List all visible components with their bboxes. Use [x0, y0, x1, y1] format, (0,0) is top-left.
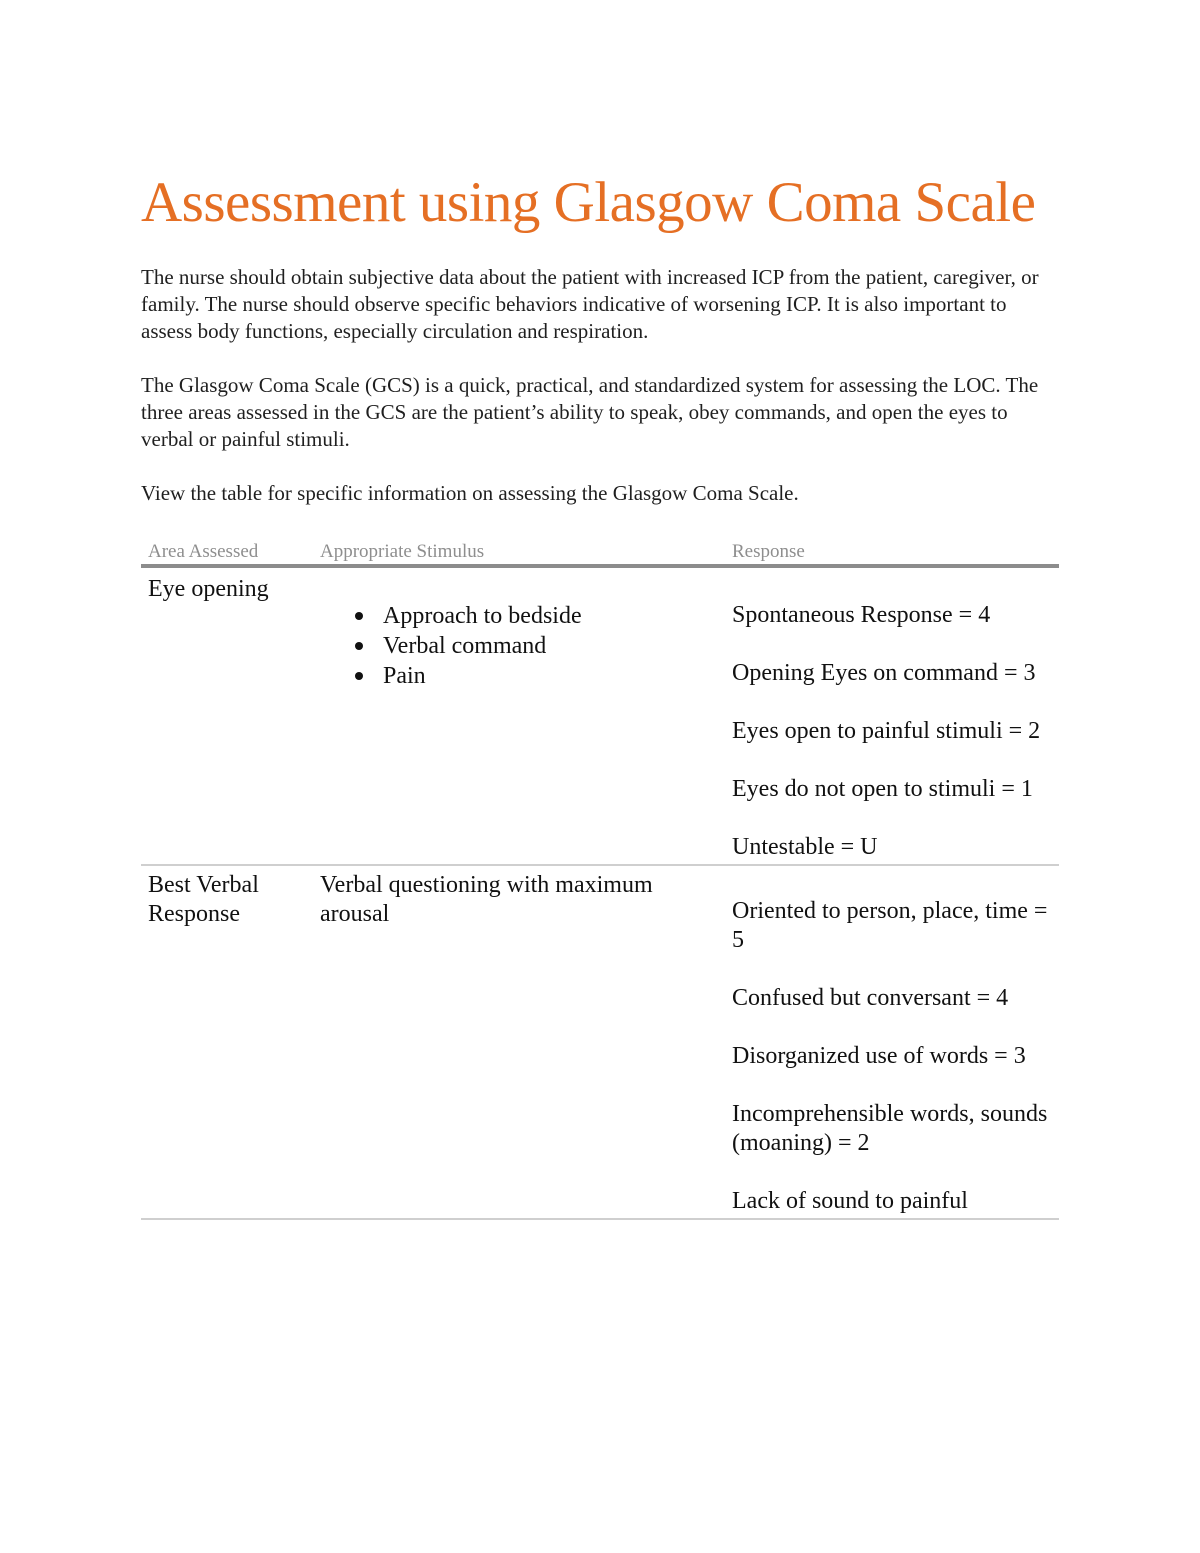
stimulus-item — [383, 601, 718, 631]
response-item: Eyes open to painful stimuli = 2 — [732, 718, 1041, 744]
response-item: Lack of sound to painful — [732, 1188, 968, 1214]
gcs-description-paragraph: The Glasgow Coma Scale (GCS) is a quick, practical, and standardized system for assessing the LOC. The three areas assessed in the GCS are the patient’s ability to speak, obey commands, and open the eyes to verbal or painful stimuli. — [141, 373, 1039, 451]
bullet-icon — [355, 672, 363, 680]
stimulus-item — [383, 661, 718, 691]
response-item: Eyes do not open to stimuli = 1 — [732, 776, 1033, 802]
document-page — [141, 170, 1059, 1220]
gcs-table — [141, 534, 1059, 1220]
table-intro-paragraph: View the table for specific information on assessing the Glasgow Coma Scale. — [141, 481, 799, 505]
bullet-icon — [355, 612, 363, 620]
document-title: Assessment using Glasgow Coma Scale — [141, 171, 1036, 234]
header-response: Response — [725, 534, 1059, 566]
header-area-assessed: Area Assessed — [141, 534, 313, 566]
stimulus-item-text: Verbal command — [383, 633, 547, 659]
response-item: Spontaneous Response = 4 — [732, 602, 991, 628]
stimulus-list — [320, 601, 718, 691]
stimulus-item — [383, 631, 718, 661]
area-cell: Eye opening — [141, 566, 313, 865]
area-cell: Best Verbal Response — [141, 865, 313, 1219]
response-list — [732, 575, 1052, 864]
stimulus-cell: Verbal questioning with maximum arousal — [313, 865, 725, 1219]
response-item: Untestable = U — [732, 834, 878, 860]
stimulus-item-text: Approach to bedside — [383, 603, 582, 629]
response-list — [732, 871, 1052, 1218]
response-item: Incomprehensible words, sounds (moaning) = 2 — [732, 1101, 1048, 1156]
response-cell — [725, 566, 1059, 865]
response-item: Confused but conversant = 4 — [732, 985, 1009, 1011]
response-item: Disorganized use of words = 3 — [732, 1043, 1026, 1069]
table-row-best-verbal-response — [141, 865, 1059, 1219]
bullet-icon — [355, 642, 363, 650]
table-row-eye-opening — [141, 566, 1059, 865]
response-item: Oriented to person, place, time = 5 — [732, 898, 1048, 953]
intro-paragraph: The nurse should obtain subjective data about the patient with increased ICP from the patient, caregiver, or family. The nurse should observe specific behaviors indicative of worsening ICP. It is also important to assess body functions, especially circulation and respiration. — [141, 265, 1039, 343]
table-header-row — [141, 534, 1059, 566]
stimulus-cell — [313, 566, 725, 865]
header-appropriate-stimulus: Appropriate Stimulus — [313, 534, 725, 566]
response-cell — [725, 865, 1059, 1219]
stimulus-item-text: Pain — [383, 663, 426, 689]
response-item: Opening Eyes on command = 3 — [732, 660, 1036, 686]
